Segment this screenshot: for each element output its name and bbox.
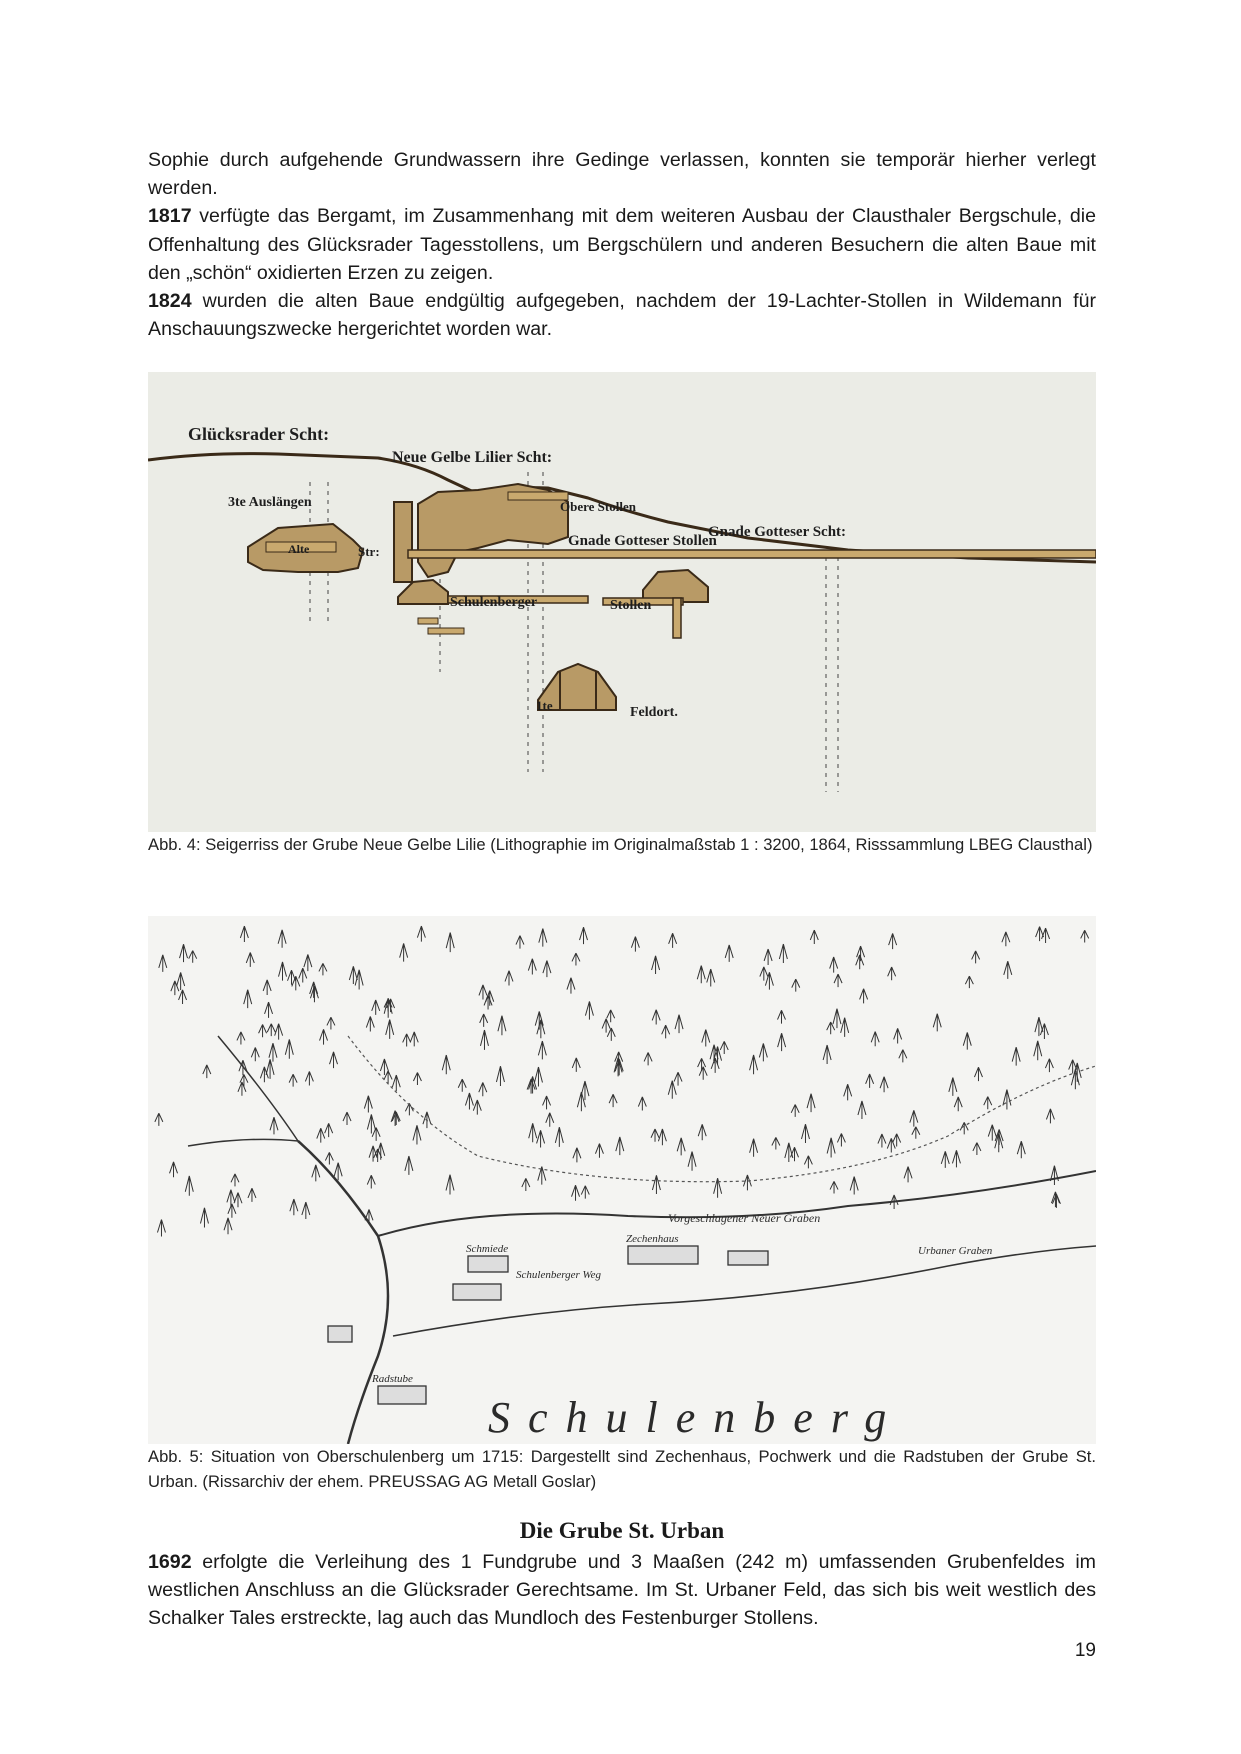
intro-paragraph-3-text: wurden die alten Baue endgültig aufgegeben, nachdem der 19-Lachter-Stollen in Wildemann für Anschauungszwecke hergerichtet worden war. [148, 290, 1096, 341]
small-drift-2 [428, 628, 464, 634]
label-alte: Alte [288, 542, 310, 556]
label-gnade-gotteser-stollen: Gnade Gotteser Stollen [568, 533, 717, 549]
small-drift-1 [418, 618, 438, 624]
intro-paragraph-2-text: verfügte das Bergamt, im Zusammenhang mit dem weiteren Ausbau der Clausthaler Bergschule, die Offenhaltung des Glücksrader Tagesstollens, um Bergschülern und anderen Besuchern die alten Baue mit den „schön“ oxidierten Erzen zu zeigen. [148, 205, 1096, 284]
label-str: Str: [358, 544, 380, 559]
label-neue-gelbe-lilie-schacht: Neue Gelbe Lilier Scht: [392, 449, 553, 466]
label-urbaner-graben: Urbaner Graben [918, 1245, 993, 1257]
label-auslaengen: 3te Auslängen [228, 495, 312, 510]
label-obere-stollen: Obere Stollen [560, 499, 636, 514]
label-radstube: Radstube [372, 1373, 413, 1385]
obere-stollen-tunnel [508, 492, 568, 500]
figure-5-caption: Abb. 5: Situation von Oberschulenberg um 1715: Dargestellt sind Zechenhaus, Pochwerk und die Radstuben der Grube St. Urban. (Rissarchiv der ehem. PREUSSAG AG Metall Goslar) [148, 1447, 1096, 1491]
section-paragraph-text: erfolgte die Verleihung des 1 Fundgrube und 3 Maaßen (242 m) umfassenden Grubenfeldes im westlichen Anschluss an die Glücksrader Gerechtsame. Im St. Urbaner Feld, das sich bis weit westlich des Schalker Tales erstreckte, lag auch das Mundloch des Festenburger Stollens. [148, 1551, 1096, 1630]
intro-paragraph-2 [148, 202, 1096, 287]
section-text [148, 1548, 1096, 1633]
page-number: 19 [1074, 1640, 1096, 1661]
intro-paragraph-1: Sophie durch aufgehende Grundwassern ihre Gedinge verlassen, konnten sie temporär hierher verlegt werden. [148, 149, 1096, 200]
label-gnade-gotteser-schacht: Gnade Gotteser Scht: [708, 524, 847, 540]
label-erste: 1te [536, 698, 553, 713]
figure-5-map [148, 916, 1096, 1444]
intro-text [148, 146, 1096, 343]
label-stollen: Stollen [610, 598, 652, 613]
seigerriss-drawing [148, 372, 1096, 832]
section-heading: Die Grube St. Urban [519, 1518, 725, 1543]
stollen-shaft-right [673, 598, 681, 638]
label-feldort: Feldort. [630, 705, 678, 720]
shaft-block [394, 502, 412, 582]
label-weg: Schulenberger Weg [516, 1269, 602, 1281]
label-zechenhaus: Zechenhaus [626, 1233, 679, 1245]
section-paragraph [148, 1548, 1096, 1633]
map-paper [148, 916, 1096, 1444]
figure-4-seigerriss [148, 372, 1096, 832]
intro-paragraph-3 [148, 287, 1096, 343]
label-graben: Vorgeschlagener Neuer Graben [668, 1211, 821, 1225]
year-1824: 1824 [148, 290, 192, 313]
historic-map-drawing [148, 916, 1096, 1444]
figure-4-caption: Abb. 4: Seigerriss der Grube Neue Gelbe Lilie (Lithographie im Originalmaßstab 1 : 3200, 1864, Risssammlung LBEG Clausthal) [148, 835, 1093, 854]
label-glucksrader-schacht: Glücksrader Scht: [188, 424, 330, 444]
year-1817: 1817 [148, 205, 192, 228]
label-schmiede: Schmiede [466, 1243, 509, 1255]
label-schulenberger: Schulenberger [450, 595, 538, 610]
gnade-gotteser-stollen-tunnel [408, 550, 1096, 558]
year-1692: 1692 [148, 1551, 192, 1573]
label-schulenberg: Schulenberg [488, 1393, 905, 1442]
